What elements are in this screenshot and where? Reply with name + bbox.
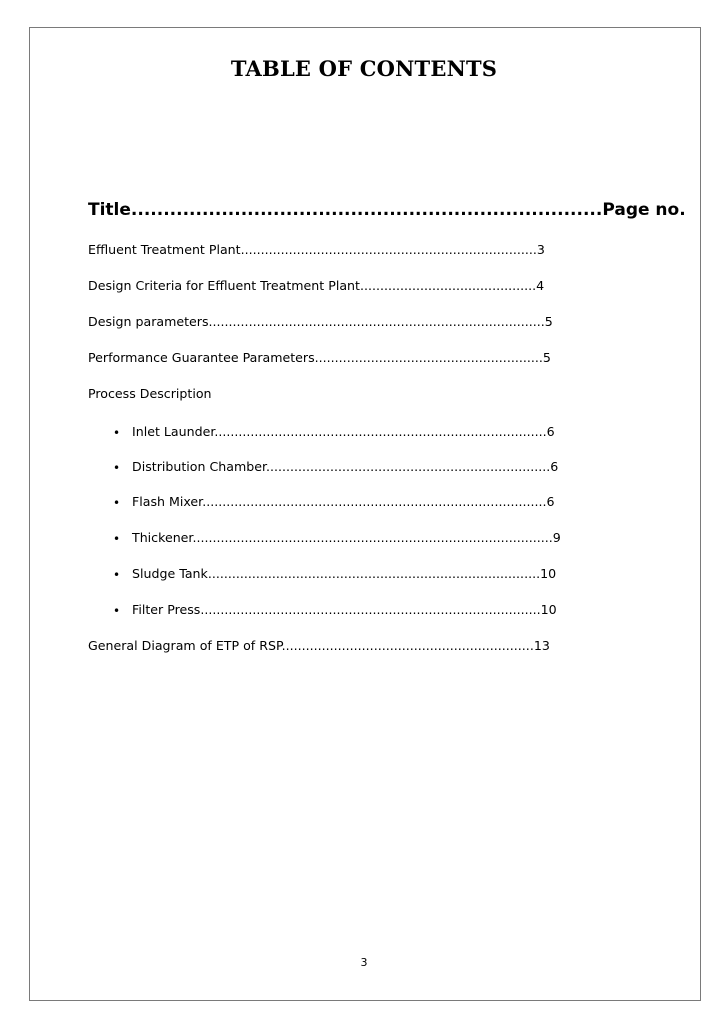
page-border xyxy=(29,27,701,1001)
toc-entry-performance-guarantee: Performance Guarantee Parameters.........................................................5 xyxy=(88,350,551,365)
toc-entry-process-description: Process Description xyxy=(88,386,212,401)
bullet-icon: • xyxy=(113,461,121,475)
toc-entry-general-diagram: General Diagram of ETP of RSP...............................................................13 xyxy=(88,638,550,653)
toc-subentry-distribution-chamber: Distribution Chamber.......................................................................6 xyxy=(132,459,559,474)
toc-subentry-inlet-launder: Inlet Launder...................................................................................6 xyxy=(132,424,555,439)
toc-subentry-flash-mixer: Flash Mixer......................................................................................6 xyxy=(132,494,555,509)
toc-entry-effluent-treatment-plant: Effluent Treatment Plant..........................................................................3 xyxy=(88,242,545,257)
bullet-icon: • xyxy=(113,496,121,510)
toc-entry-design-criteria: Design Criteria for Effluent Treatment Plant............................................4 xyxy=(88,278,545,293)
toc-header: Title.........................................................................Page no. xyxy=(88,200,686,220)
toc-subentry-sludge-tank: Sludge Tank...................................................................................10 xyxy=(132,566,557,581)
bullet-icon: • xyxy=(113,604,121,618)
toc-entry-design-parameters: Design parameters....................................................................................5 xyxy=(88,314,553,329)
toc-subentry-filter-press: Filter Press.....................................................................................10 xyxy=(132,602,557,617)
document-title: TABLE OF CONTENTS xyxy=(230,56,498,81)
bullet-icon: • xyxy=(113,568,121,582)
toc-subentry-thickener: Thickener..........................................................................................9 xyxy=(132,530,561,545)
page-number: 3 xyxy=(360,956,368,969)
bullet-icon: • xyxy=(113,532,121,546)
bullet-icon: • xyxy=(113,426,121,440)
